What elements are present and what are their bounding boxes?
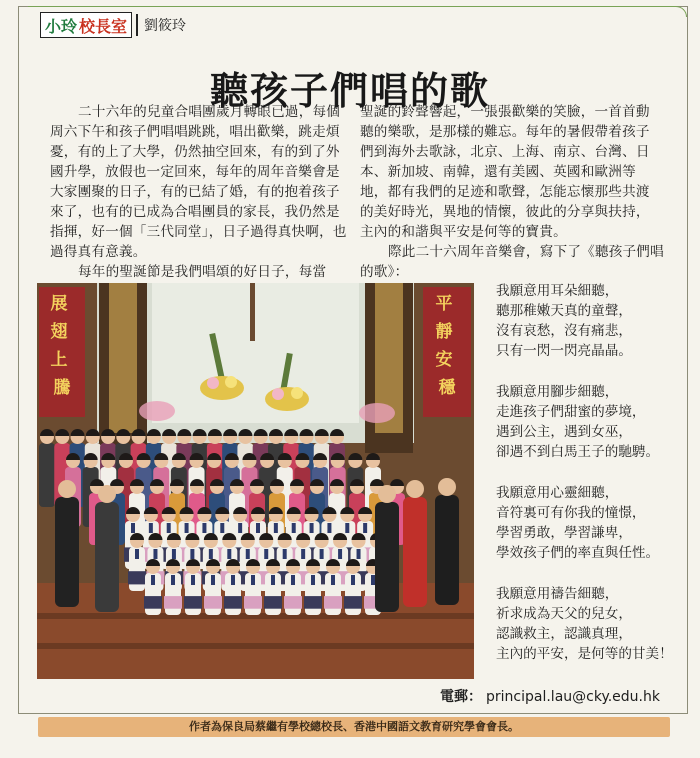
column-name-box xyxy=(40,12,132,38)
text-line: 們到海外去歌詠，北京、上海、南京、台灣、日 xyxy=(360,144,650,160)
uniform-skirt xyxy=(324,596,342,609)
uniform-tie xyxy=(283,549,287,559)
uniform-tie xyxy=(292,523,296,533)
poem-line: 我願意用耳朵細聽， xyxy=(496,283,619,299)
uniform-tie xyxy=(211,575,215,585)
uniform-skirt xyxy=(264,596,282,609)
text-line: 地，都有我們的足迹和歌聲，怎能忘懷那些共渡 xyxy=(360,184,650,200)
adult-body xyxy=(95,502,119,612)
uniform-tie xyxy=(231,575,235,585)
text-line: 來了，也有的已成為合唱團員的家長，我仍然是 xyxy=(50,204,340,220)
author-name: 劉筱玲 xyxy=(144,18,187,34)
poem-line: 音符裏可有你我的憧憬， xyxy=(496,505,646,521)
right-text-column xyxy=(360,102,672,282)
poem-line: 卻遇不到白馬王子的馳騁。 xyxy=(496,444,660,460)
poem-line: 沒有哀愁，沒有痛悲， xyxy=(496,323,632,339)
uniform-tie xyxy=(220,523,224,533)
uniform-tie xyxy=(191,575,195,585)
uniform-tie xyxy=(151,575,155,585)
uniform-tie xyxy=(357,549,361,559)
uniform-tie xyxy=(371,575,375,585)
uniform-skirt xyxy=(184,596,202,609)
uniform-tie xyxy=(345,523,349,533)
uniform-tie xyxy=(238,523,242,533)
uniform-tie xyxy=(320,549,324,559)
poem-line: 學效孩子們的率直與任性。 xyxy=(496,545,660,561)
text-line: 周六下午和孩子們唱唱跳跳，唱出歡樂，跳走煩 xyxy=(50,124,340,140)
adult-head xyxy=(438,478,456,496)
text-line: 國升學，放假也一定回來，每年的周年音樂會是 xyxy=(50,164,340,180)
poem-stanza xyxy=(496,281,684,361)
uniform-tie xyxy=(274,523,278,533)
text-line: 二十六年的兒童合唱團歲月轉眼已過，每個 xyxy=(78,104,341,120)
uniform-tie xyxy=(311,575,315,585)
uniform-tie xyxy=(251,575,255,585)
column-divider xyxy=(136,14,138,36)
uniform-skirt xyxy=(128,571,146,584)
article-title: 聽孩子們唱的歌 xyxy=(209,69,490,113)
uniform-tie xyxy=(363,523,367,533)
uniform-skirt xyxy=(224,596,242,609)
adult-head xyxy=(58,480,76,498)
uniform-tie xyxy=(172,549,176,559)
uniform-tie xyxy=(246,549,250,559)
poem-line: 祈求成為天父的兒女， xyxy=(496,606,632,622)
text-line: 大家團聚的日子，有的已結了婚，有的抱着孩子 xyxy=(50,184,340,200)
email-address[interactable]: principal.lau@cky.edu.hk xyxy=(486,689,660,705)
text-line: 每年的聖誕節是我們唱頌的好日子，每當 xyxy=(78,264,327,280)
text-line: 憂，有的上了大學，仍然抽空回來，有的到了外 xyxy=(50,144,340,160)
adult-body xyxy=(55,497,79,607)
uniform-skirt xyxy=(244,596,262,609)
poem-line: 聽那稚嫩天真的童聲， xyxy=(496,303,632,319)
uniform-tie xyxy=(327,523,331,533)
uniform-tie xyxy=(131,523,135,533)
uniform-tie xyxy=(264,549,268,559)
poem-line: 認識救主，認識真理， xyxy=(496,626,632,642)
poem-line: 遇到公主，遇到女巫， xyxy=(496,424,632,440)
text-line: 過得真有意義。 xyxy=(50,244,147,260)
uniform-skirt xyxy=(284,596,302,609)
adult-body xyxy=(435,495,459,605)
choir-group-photo xyxy=(37,283,474,679)
uniform-tie xyxy=(351,575,355,585)
poem-stanza xyxy=(496,584,684,664)
right-banner-text: 平 靜 安 穩 xyxy=(435,294,456,398)
photo-illustration xyxy=(37,283,474,679)
uniform-tie xyxy=(331,575,335,585)
uniform-tie xyxy=(190,549,194,559)
text-line: 的美好時光，異地的情懷，彼此的分享與扶持， xyxy=(360,204,650,220)
left-text-column xyxy=(50,102,354,282)
uniform-tie xyxy=(171,575,175,585)
text-line: 的歌》： xyxy=(360,264,409,280)
uniform-skirt xyxy=(144,596,162,609)
uniform-tie xyxy=(149,523,153,533)
adult-body xyxy=(375,502,399,612)
poem xyxy=(496,281,684,685)
poem-line: 我願意用心靈細聽， xyxy=(496,485,619,501)
choir-member-body xyxy=(39,443,55,507)
uniform-tie xyxy=(153,549,157,559)
text-line: 主內的和諧與平安是何等的寶貴。 xyxy=(360,224,567,240)
uniform-tie xyxy=(227,549,231,559)
text-line: 本、新加坡、南韓，還有美國、英國和歐洲等 xyxy=(360,164,636,180)
text-line: 聽的樂歌，是那樣的難忘。每年的暑假帶着孩子 xyxy=(360,124,650,140)
adult-head xyxy=(378,485,396,503)
poem-line: 學習勇敢，學習謙卑， xyxy=(496,525,632,541)
uniform-tie xyxy=(291,575,295,585)
uniform-tie xyxy=(338,549,342,559)
text-line: 指揮，好一個「三代同堂」，日子過得真快啊，也 xyxy=(50,224,347,240)
uniform-tie xyxy=(301,549,305,559)
email-label: 電郵： xyxy=(440,689,482,705)
column-name-part1: 小玲 xyxy=(45,16,78,36)
author-footer-note: 作者為保良局蔡繼有學校總校長、香港中國語文教育研究學會會長。 xyxy=(38,717,670,737)
uniform-tie xyxy=(135,549,139,559)
uniform-tie xyxy=(310,523,314,533)
left-banner-text: 展 翅 上 騰 xyxy=(50,294,71,398)
adult-head xyxy=(98,485,116,503)
text-line: 聖誕的鈴聲響起，一張張歡樂的笑臉，一首首動 xyxy=(360,104,650,120)
poem-line: 主內的平安，是何等的甘美！ xyxy=(496,646,673,662)
uniform-tie xyxy=(185,523,189,533)
uniform-skirt xyxy=(344,596,362,609)
uniform-tie xyxy=(271,575,275,585)
poem-stanza xyxy=(496,382,684,462)
adult-head xyxy=(406,480,424,498)
uniform-skirt xyxy=(304,596,322,609)
uniform-skirt xyxy=(164,596,182,609)
poem-line: 走進孩子們甜蜜的夢境， xyxy=(496,404,646,420)
poem-stanza xyxy=(496,483,684,563)
column-name-part2: 校長室 xyxy=(79,16,128,36)
column-header xyxy=(40,12,186,38)
poem-line: 我願意用禱告細聽， xyxy=(496,586,619,602)
contact-email xyxy=(440,686,660,706)
uniform-skirt xyxy=(204,596,222,609)
uniform-tie xyxy=(256,523,260,533)
poem-line: 只有一閃一閃亮晶晶。 xyxy=(496,343,632,359)
uniform-tie xyxy=(202,523,206,533)
uniform-tie xyxy=(167,523,171,533)
poem-line: 我願意用腳步細聽， xyxy=(496,384,619,400)
text-line: 際此二十六周年音樂會，寫下了《聽孩子們唱 xyxy=(388,244,664,260)
uniform-tie xyxy=(209,549,213,559)
adult-body xyxy=(403,497,427,607)
